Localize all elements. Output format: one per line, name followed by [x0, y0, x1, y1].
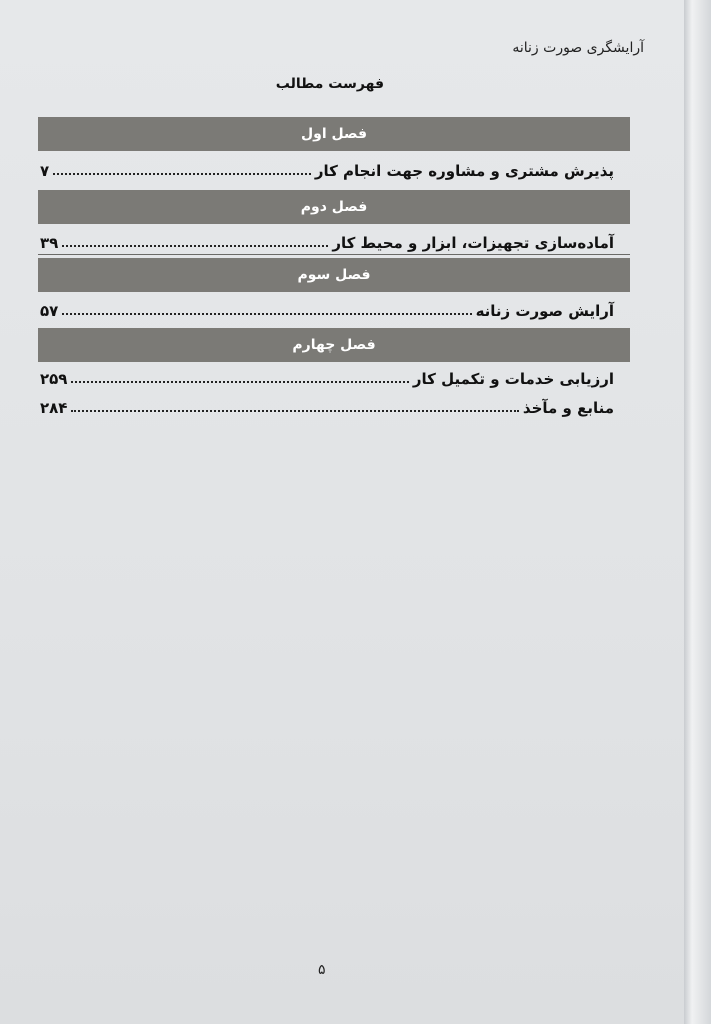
entry-page-number: ۲۵۹ [40, 370, 68, 388]
entry-title: پذیرش مشتری و مشاوره جهت انجام کار [314, 162, 614, 180]
toc-entry-1[interactable] [40, 156, 614, 180]
chapter-label: فصل چهارم [292, 337, 376, 353]
chapter-label: فصل سوم [297, 267, 371, 283]
toc-entry-references[interactable] [40, 393, 614, 417]
toc-entry-2[interactable] [40, 228, 614, 252]
dot-leader [53, 173, 311, 175]
toc-entry-4[interactable] [40, 364, 614, 388]
entry-title: آماده‌سازی تجهیزات، ابزار و محیط کار [332, 234, 614, 252]
chapter-band-2 [38, 190, 630, 224]
running-header: آرایشگری صورت زنانه [512, 40, 644, 56]
toc-title: فهرست مطالب [275, 76, 384, 92]
toc-entry-3[interactable] [40, 296, 614, 320]
dot-leader [71, 381, 408, 383]
chapter-band-1 [38, 117, 630, 151]
entry-page-number: ۳۹ [40, 234, 59, 252]
chapter-band-3 [38, 258, 630, 292]
divider-line [38, 254, 630, 255]
dot-leader [71, 410, 518, 412]
dot-leader [62, 313, 471, 315]
dot-leader [62, 245, 328, 247]
entry-title: آرایش صورت زنانه [475, 302, 614, 320]
chapter-label: فصل دوم [300, 199, 368, 215]
page-edge [684, 0, 711, 1024]
entry-title: منابع و مآخذ [522, 399, 614, 417]
chapter-label: فصل اول [301, 126, 367, 142]
chapter-band-4 [38, 328, 630, 362]
entry-title: ارزیابی خدمات و تکمیل کار [412, 370, 614, 388]
entry-page-number: ۵۷ [40, 302, 59, 320]
entry-page-number: ۷ [40, 162, 50, 180]
page-number: ۵ [318, 962, 326, 978]
entry-page-number: ۲۸۴ [40, 399, 68, 417]
